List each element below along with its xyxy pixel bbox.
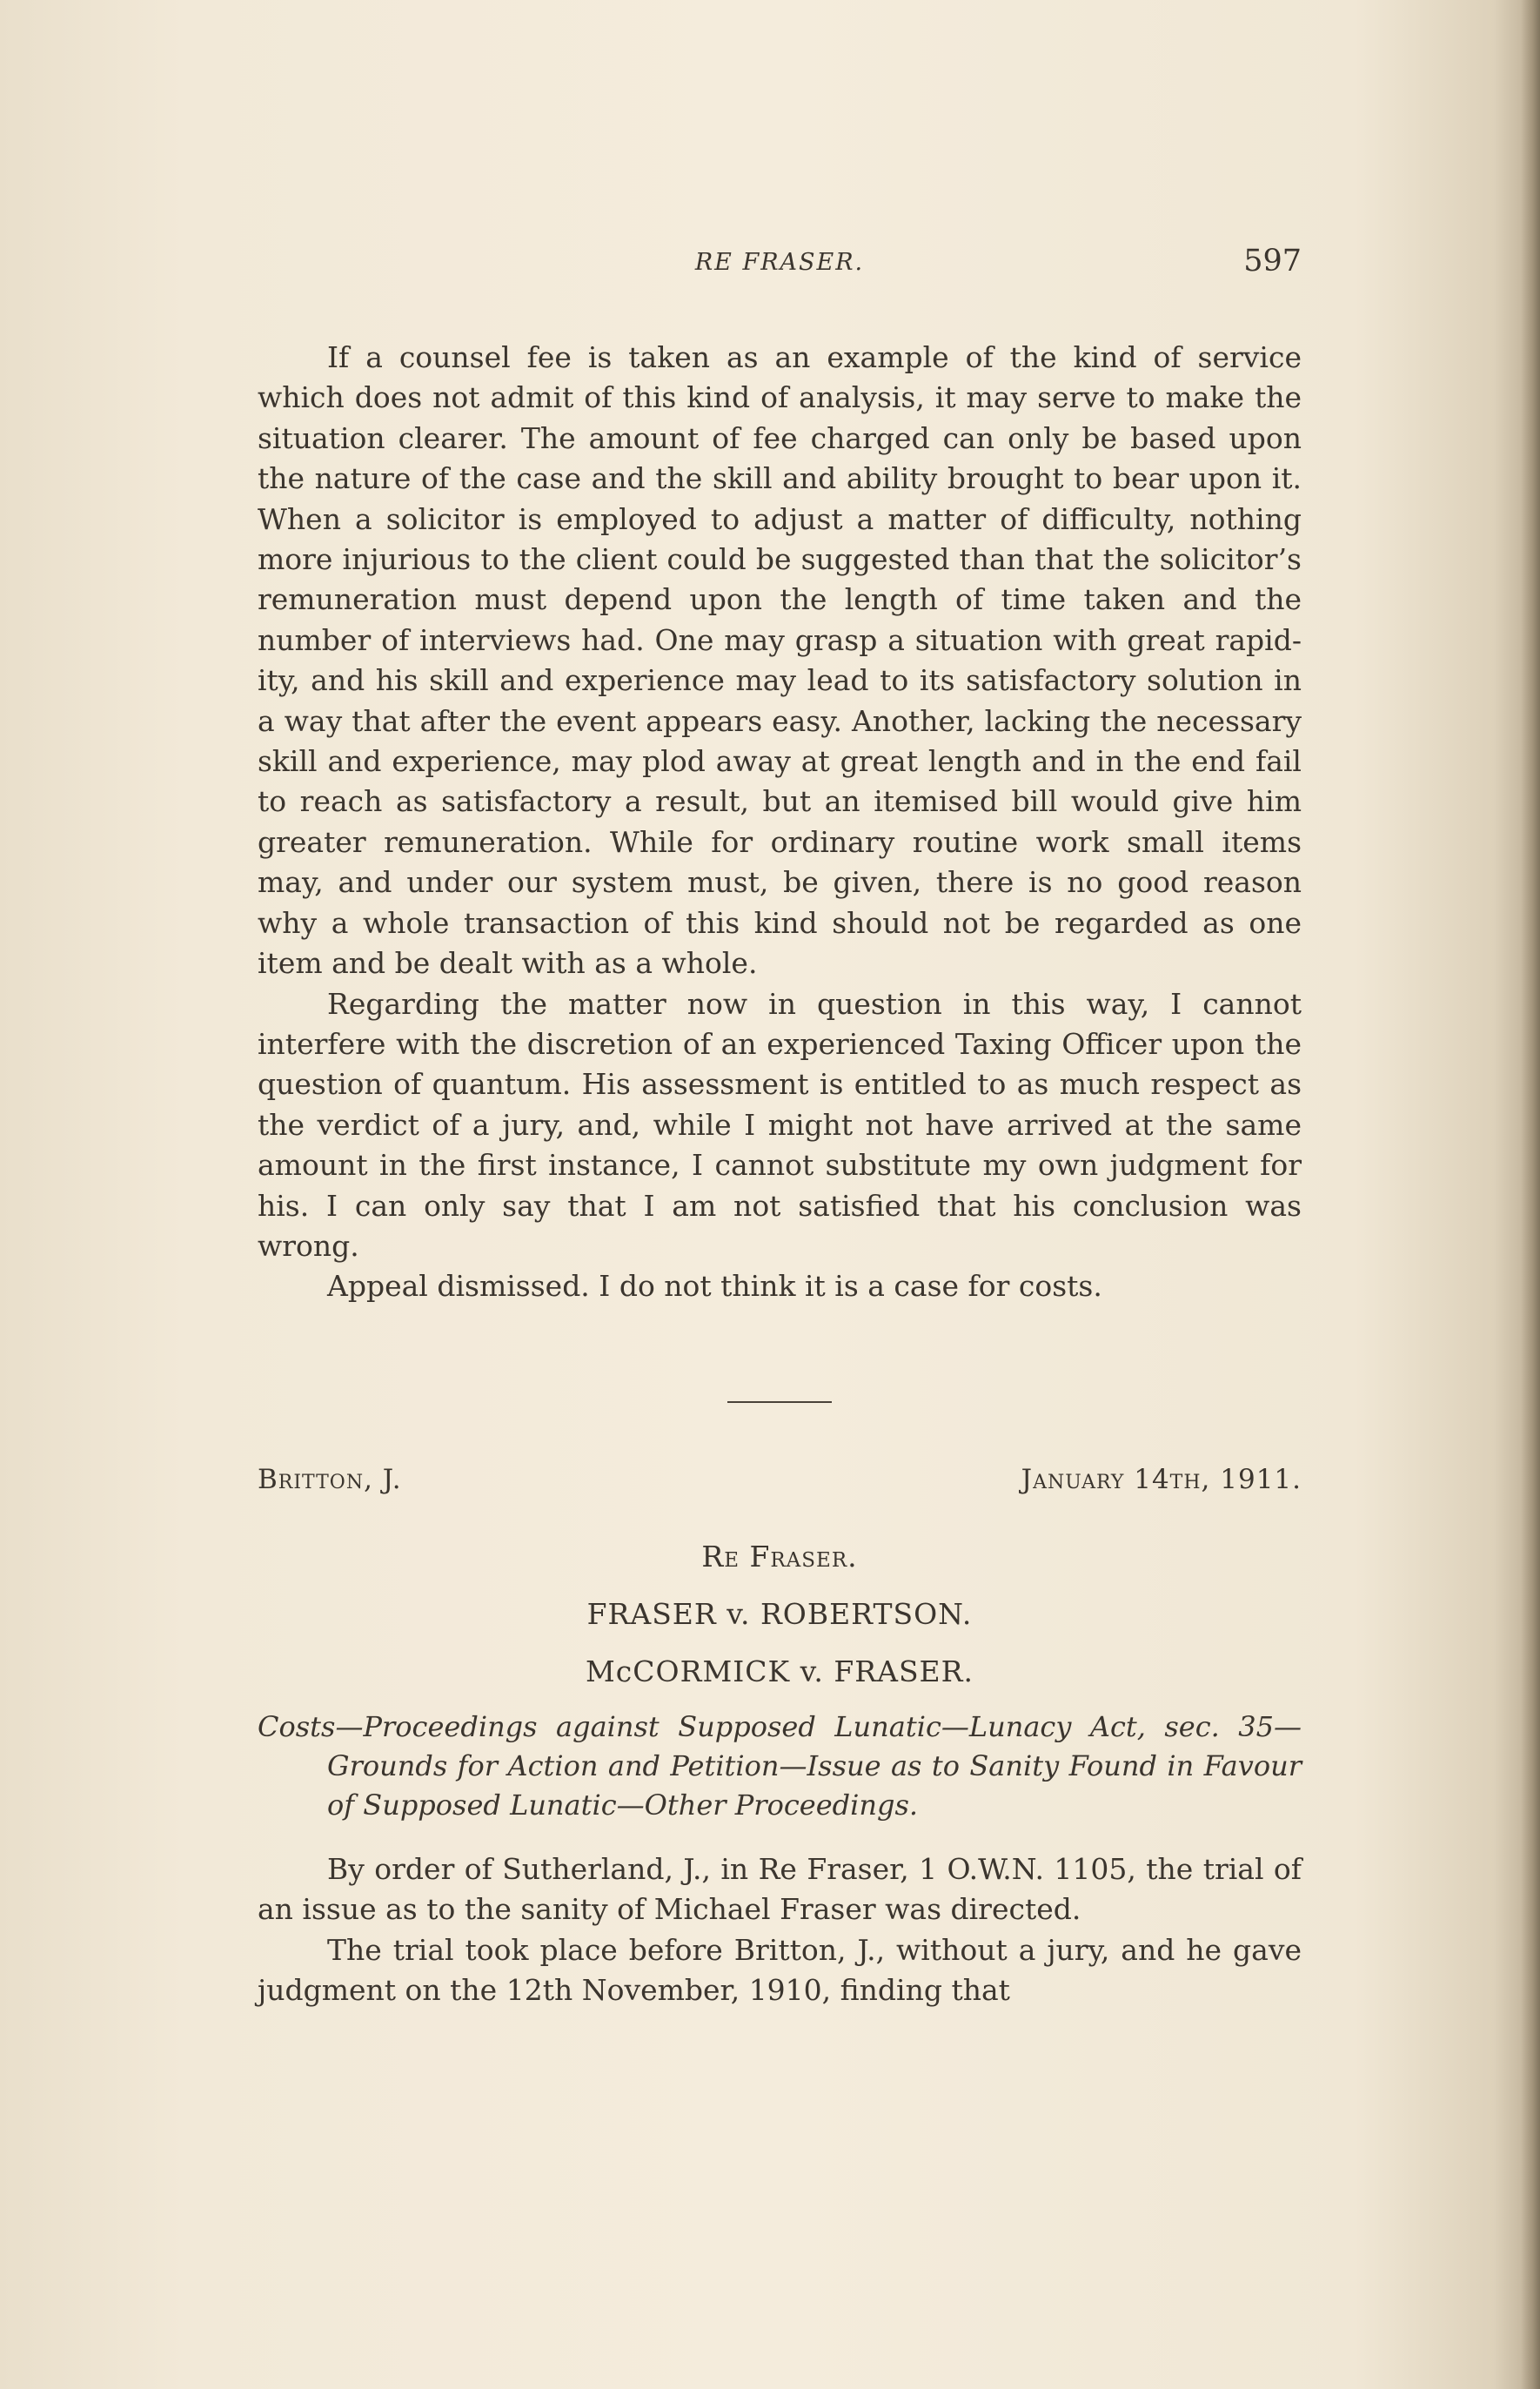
opinion-paragraph-1: If a counsel fee is taken as an example of the kind of service which does not admit of this kind of analysis, it may serve to make the situation clearer. The amount of fee charged can only be based upon the nature of the case and the skill and ability brought to bear upon it. When a solicitor is employed to adjust a matter of difficulty, nothing more injurious to the client could be suggested than that the solicitor’s remuneration must depend upon the length of time taken and the number of interviews had. One may grasp a situation with great rapidity, and his skill and experience may lead to its satisfactory solution in a way that after the event appears easy. Another, lacking the necessary skill and experience, may plod away at great length and in the end fail to reach as satisfactory a result, but an itemised bill would give him greater remuneration. While for ordinary routine work small items may, and under our system must, be given, there is no good reason why a whole transaction of this kind should not be regarded as one item and be dealt with as a whole. xyxy=(258,340,1302,981)
running-head xyxy=(258,242,1302,294)
case-paragraph-1: By order of Sutherland, J., in Re Fraser, 1 O.W.N. 1105, the trial of an issue as to the sanity of Michael Fraser was directed. xyxy=(258,1851,1302,1927)
text-column xyxy=(258,242,1302,2010)
headnote: Costs—Proceedings against Supposed Lunatic—Lunacy Act, sec. 35—Grounds for Action and Petition—Issue as to Sanity Found in Favour of Supposed Lunatic—Other Proceedings. xyxy=(258,1709,1302,1822)
judgment-date: January 14th, 1911. xyxy=(1021,1463,1302,1495)
case-title-fraser-v-robertson: FRASER v. ROBERTSON. xyxy=(586,1596,973,1631)
running-title: RE FRASER. xyxy=(694,249,865,276)
section-divider xyxy=(727,1401,832,1403)
case-paragraph-2: The trial took place before Britton, J., without a jury, and he gave judgment on the 12th November, 1910, finding that xyxy=(258,1932,1302,2007)
page-number: 597 xyxy=(1243,244,1302,278)
page-edge-shadow xyxy=(1521,0,1540,2389)
judge-name: Britton, J. xyxy=(258,1463,402,1495)
case-dateline xyxy=(258,1464,1302,1507)
opinion-paragraph-2: Regarding the matter now in question in this way, I cannot interfere with the discretion of an experienced Taxing Officer upon the question of quantum. His assessment is entitled to as much respect as the verdict of a jury, and, while I might not have arrived at the same amount in the first instance, I cannot substitute my own judgment for his. I can only say that I am not satisfied that his conclusion was wrong. xyxy=(258,986,1302,1263)
case-title-mccormick-v-fraser: McCORMICK v. FRASER. xyxy=(586,1654,974,1688)
case-title-re-fraser: Re Fraser. xyxy=(701,1539,858,1574)
case-body xyxy=(258,1849,1302,2011)
opinion-paragraph-3: Appeal dismissed. I do not think it is a case for costs. xyxy=(327,1269,1102,1304)
